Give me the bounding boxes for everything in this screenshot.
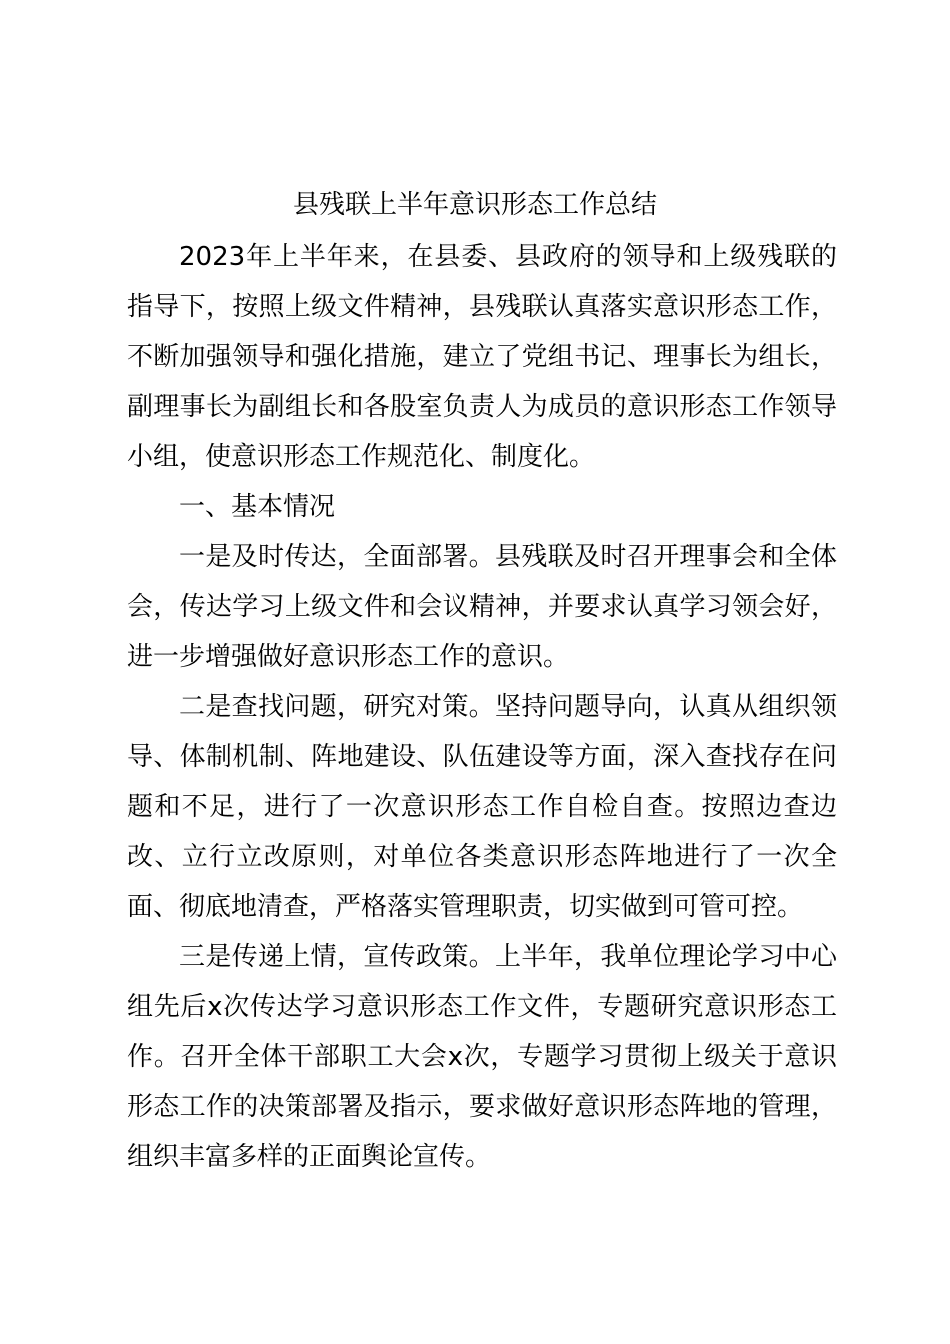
intro-paragraph: 2023年上半年来，在县委、县政府的领导和上级残联的指导下，按照上级文件精神，县残联认真落实意识形态工作，不断加强领导和强化措施，建立了党组书记、理事长为组长，副理事长为副组长和各股室负责人为成员的意识形态工作领导小组，使意识形态工作规范化、制度化。 bbox=[127, 242, 837, 472]
document-body bbox=[127, 232, 837, 1182]
paragraph-point-two: 二是查找问题，研究对策。坚持问题导向，认真从组织领导、体制机制、阵地建设、队伍建设等方面，深入查找存在问题和不足，进行了一次意识形态工作自检自查。按照边查边改、立行立改原则，对单位各类意识形态阵地进行了一次全面、彻底地清查，严格落实管理职责，切实做到可管可控。 bbox=[127, 692, 837, 922]
document-title: 县残联上半年意识形态工作总结 bbox=[292, 190, 657, 220]
paragraph-point-one: 一是及时传达，全面部署。县残联及时召开理事会和全体会，传达学习上级文件和会议精神，并要求认真学习领会好，进一步增强做好意识形态工作的意识。 bbox=[127, 542, 837, 672]
paragraph-point-three: 三是传递上情，宣传政策。上半年，我单位理论学习中心组先后x次传达学习意识形态工作文件，专题研究意识形态工作。召开全体干部职工大会x次，专题学习贯彻上级关于意识形态工作的决策部署及指示，要求做好意识形态阵地的管理，组织丰富多样的正面舆论宣传。 bbox=[127, 942, 837, 1172]
section-heading-basic-situation: 一、基本情况 bbox=[179, 492, 336, 522]
